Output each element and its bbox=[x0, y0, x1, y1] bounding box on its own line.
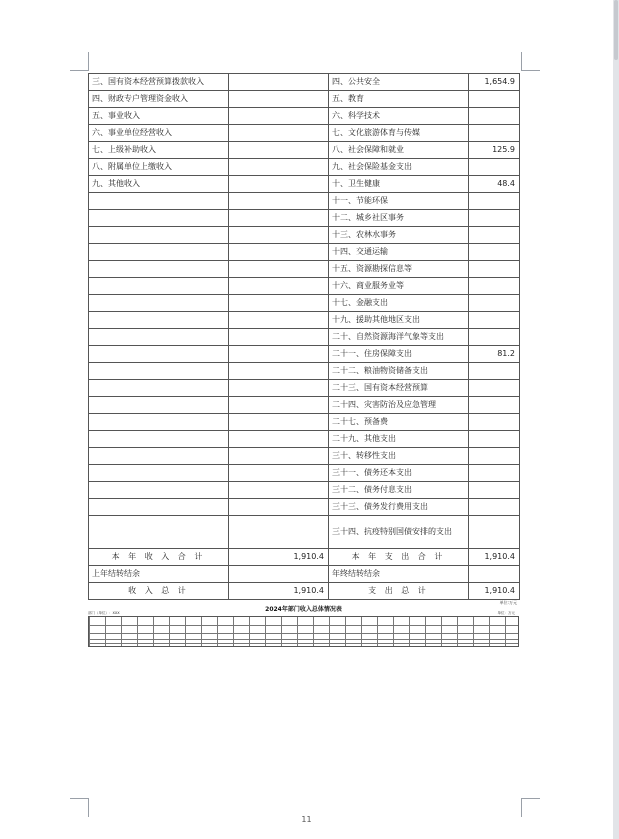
page-number: 11 bbox=[301, 815, 312, 824]
table-row bbox=[89, 346, 520, 363]
empty-cell bbox=[229, 278, 329, 295]
empty-cell bbox=[89, 193, 229, 210]
table-row bbox=[89, 499, 520, 516]
empty-cell bbox=[229, 448, 329, 465]
empty-cell bbox=[229, 244, 329, 261]
expense-item-amount bbox=[469, 465, 520, 482]
empty-cell bbox=[229, 193, 329, 210]
empty-cell bbox=[229, 499, 329, 516]
expense-item-amount bbox=[469, 380, 520, 397]
expense-item-label: 四、公共安全 bbox=[329, 74, 469, 91]
year-total-row bbox=[89, 549, 520, 566]
empty-cell bbox=[229, 465, 329, 482]
carryover-row bbox=[89, 566, 520, 583]
empty-cell bbox=[89, 499, 229, 516]
empty-cell bbox=[229, 227, 329, 244]
scrollbar-thumb[interactable] bbox=[614, 0, 618, 60]
expense-item-label: 五、教育 bbox=[329, 91, 469, 108]
table-row bbox=[89, 465, 520, 482]
expense-item-label: 二十七、预备费 bbox=[329, 414, 469, 431]
table-row bbox=[89, 244, 520, 261]
income-item-label: 九、其他收入 bbox=[89, 176, 229, 193]
mini-title: 2024年部门收入总体情况表 bbox=[265, 606, 342, 613]
table-row bbox=[89, 329, 520, 346]
crop-mark-top-left bbox=[70, 52, 89, 71]
empty-cell bbox=[229, 431, 329, 448]
income-item-label: 七、上级补助收入 bbox=[89, 142, 229, 159]
expense-item-label: 九、社会保险基金支出 bbox=[329, 159, 469, 176]
expense-item-label: 十二、城乡社区事务 bbox=[329, 210, 469, 227]
empty-cell bbox=[89, 380, 229, 397]
table-row bbox=[89, 448, 520, 465]
table-row bbox=[89, 193, 520, 210]
carry-out-label: 年终结转结余 bbox=[329, 566, 469, 583]
mini-unit: 单位:万元 bbox=[499, 600, 517, 605]
empty-cell bbox=[229, 312, 329, 329]
income-year-total-amount: 1,910.4 bbox=[229, 549, 329, 566]
empty-cell bbox=[89, 244, 229, 261]
expense-item-label: 六、科学技术 bbox=[329, 108, 469, 125]
expense-item-amount bbox=[469, 261, 520, 278]
empty-cell bbox=[229, 397, 329, 414]
empty-cell bbox=[89, 329, 229, 346]
empty-cell bbox=[229, 380, 329, 397]
empty-cell bbox=[229, 516, 329, 549]
empty-cell bbox=[89, 295, 229, 312]
empty-cell bbox=[229, 210, 329, 227]
empty-cell bbox=[229, 295, 329, 312]
expense-item-label: 十三、农林水事务 bbox=[329, 227, 469, 244]
income-item-amount bbox=[229, 142, 329, 159]
table-row bbox=[89, 261, 520, 278]
income-item-amount bbox=[229, 176, 329, 193]
empty-cell bbox=[89, 227, 229, 244]
expense-item-label: 二十一、住房保障支出 bbox=[329, 346, 469, 363]
expense-grand-total-amount: 1,910.4 bbox=[469, 583, 520, 600]
empty-cell bbox=[89, 261, 229, 278]
empty-cell bbox=[89, 278, 229, 295]
expense-item-amount bbox=[469, 482, 520, 499]
expense-item-label: 十四、交通运输 bbox=[329, 244, 469, 261]
table-row bbox=[89, 363, 520, 380]
expense-item-amount: 1,654.9 bbox=[469, 74, 520, 91]
crop-mark-top-right bbox=[521, 52, 540, 71]
empty-cell bbox=[89, 431, 229, 448]
expense-item-amount bbox=[469, 295, 520, 312]
expense-item-label: 三十、转移性支出 bbox=[329, 448, 469, 465]
empty-cell bbox=[89, 448, 229, 465]
expense-item-amount bbox=[469, 108, 520, 125]
table-row bbox=[89, 516, 520, 549]
table-row bbox=[89, 125, 520, 142]
carry-in-amount bbox=[229, 566, 329, 583]
expense-item-amount bbox=[469, 431, 520, 448]
income-item-label: 八、附属单位上缴收入 bbox=[89, 159, 229, 176]
income-grand-total-amount: 1,910.4 bbox=[229, 583, 329, 600]
expense-item-amount bbox=[469, 227, 520, 244]
expense-item-label: 二十、自然资源海洋气象等支出 bbox=[329, 329, 469, 346]
expense-item-amount bbox=[469, 363, 520, 380]
expense-item-label: 十九、援助其他地区支出 bbox=[329, 312, 469, 329]
empty-cell bbox=[229, 482, 329, 499]
expense-item-amount bbox=[469, 499, 520, 516]
budget-table bbox=[88, 73, 520, 600]
expense-item-amount: 81.2 bbox=[469, 346, 520, 363]
expense-item-amount bbox=[469, 193, 520, 210]
empty-cell bbox=[229, 414, 329, 431]
expense-item-label: 三十四、抗疫特别国债安排的支出 bbox=[329, 516, 469, 549]
expense-grand-total-label: 支 出 总 计 bbox=[329, 583, 469, 600]
expense-item-label: 十、卫生健康 bbox=[329, 176, 469, 193]
empty-cell bbox=[229, 363, 329, 380]
expense-year-total-amount: 1,910.4 bbox=[469, 549, 520, 566]
table-row bbox=[89, 108, 520, 125]
table-row bbox=[89, 91, 520, 108]
empty-cell bbox=[229, 346, 329, 363]
expense-item-label: 十一、节能环保 bbox=[329, 193, 469, 210]
expense-item-label: 三十三、债务发行费用支出 bbox=[329, 499, 469, 516]
expense-item-amount bbox=[469, 414, 520, 431]
expense-item-amount bbox=[469, 329, 520, 346]
expense-item-label: 十七、金融支出 bbox=[329, 295, 469, 312]
expense-item-label: 二十二、粮油物资储备支出 bbox=[329, 363, 469, 380]
table-row bbox=[89, 210, 520, 227]
empty-cell bbox=[229, 261, 329, 278]
table-row bbox=[89, 159, 520, 176]
empty-cell bbox=[89, 312, 229, 329]
carry-out-amount bbox=[469, 566, 520, 583]
income-item-amount bbox=[229, 108, 329, 125]
vertical-scrollbar[interactable] bbox=[613, 0, 619, 839]
empty-cell bbox=[89, 465, 229, 482]
expense-item-label: 十六、商业服务业等 bbox=[329, 278, 469, 295]
expense-item-label: 十五、资源勘探信息等 bbox=[329, 261, 469, 278]
income-item-amount bbox=[229, 159, 329, 176]
table-row bbox=[89, 482, 520, 499]
expense-item-amount bbox=[469, 312, 520, 329]
income-item-amount bbox=[229, 74, 329, 91]
expense-item-label: 二十四、灾害防治及应急管理 bbox=[329, 397, 469, 414]
expense-item-amount bbox=[469, 397, 520, 414]
expense-item-amount bbox=[469, 159, 520, 176]
empty-cell bbox=[229, 329, 329, 346]
empty-cell bbox=[89, 346, 229, 363]
mini-right-note: 单位：万元 bbox=[497, 611, 515, 615]
empty-cell bbox=[89, 482, 229, 499]
mini-left-note: 部门（单位）：XXX bbox=[88, 611, 120, 615]
expense-item-amount bbox=[469, 278, 520, 295]
table-row bbox=[89, 380, 520, 397]
expense-item-amount bbox=[469, 516, 520, 549]
table-row bbox=[89, 74, 520, 91]
income-item-amount bbox=[229, 125, 329, 142]
income-item-label: 六、事业单位经营收入 bbox=[89, 125, 229, 142]
mini-grid bbox=[88, 616, 519, 647]
expense-item-label: 三十二、债务付息支出 bbox=[329, 482, 469, 499]
embedded-summary-table bbox=[88, 600, 519, 650]
expense-item-label: 二十九、其他支出 bbox=[329, 431, 469, 448]
expense-item-amount bbox=[469, 210, 520, 227]
table-row bbox=[89, 312, 520, 329]
income-year-total-label: 本 年 收 入 合 计 bbox=[89, 549, 229, 566]
carry-in-label: 上年结转结余 bbox=[89, 566, 229, 583]
table-row bbox=[89, 431, 520, 448]
grand-total-row bbox=[89, 583, 520, 600]
expense-item-amount bbox=[469, 244, 520, 261]
income-item-label: 四、财政专户管理资金收入 bbox=[89, 91, 229, 108]
empty-cell bbox=[89, 210, 229, 227]
table-row bbox=[89, 295, 520, 312]
empty-cell bbox=[89, 363, 229, 380]
expense-item-label: 八、社会保障和就业 bbox=[329, 142, 469, 159]
expense-item-amount: 125.9 bbox=[469, 142, 520, 159]
table-row bbox=[89, 278, 520, 295]
expense-item-amount: 48.4 bbox=[469, 176, 520, 193]
expense-item-label: 三十一、债务还本支出 bbox=[329, 465, 469, 482]
empty-cell bbox=[89, 516, 229, 549]
expense-item-amount bbox=[469, 125, 520, 142]
empty-cell bbox=[89, 397, 229, 414]
table-row bbox=[89, 414, 520, 431]
table-row bbox=[89, 227, 520, 244]
table-row bbox=[89, 397, 520, 414]
expense-item-label: 七、文化旅游体育与传媒 bbox=[329, 125, 469, 142]
table-row bbox=[89, 142, 520, 159]
income-grand-total-label: 收 入 总 计 bbox=[89, 583, 229, 600]
income-item-amount bbox=[229, 91, 329, 108]
income-item-label: 五、事业收入 bbox=[89, 108, 229, 125]
expense-item-amount bbox=[469, 91, 520, 108]
table-row bbox=[89, 176, 520, 193]
income-item-label: 三、国有资本经营预算拨款收入 bbox=[89, 74, 229, 91]
empty-cell bbox=[89, 414, 229, 431]
expense-item-amount bbox=[469, 448, 520, 465]
expense-item-label: 二十三、国有资本经营预算 bbox=[329, 380, 469, 397]
expense-year-total-label: 本 年 支 出 合 计 bbox=[329, 549, 469, 566]
